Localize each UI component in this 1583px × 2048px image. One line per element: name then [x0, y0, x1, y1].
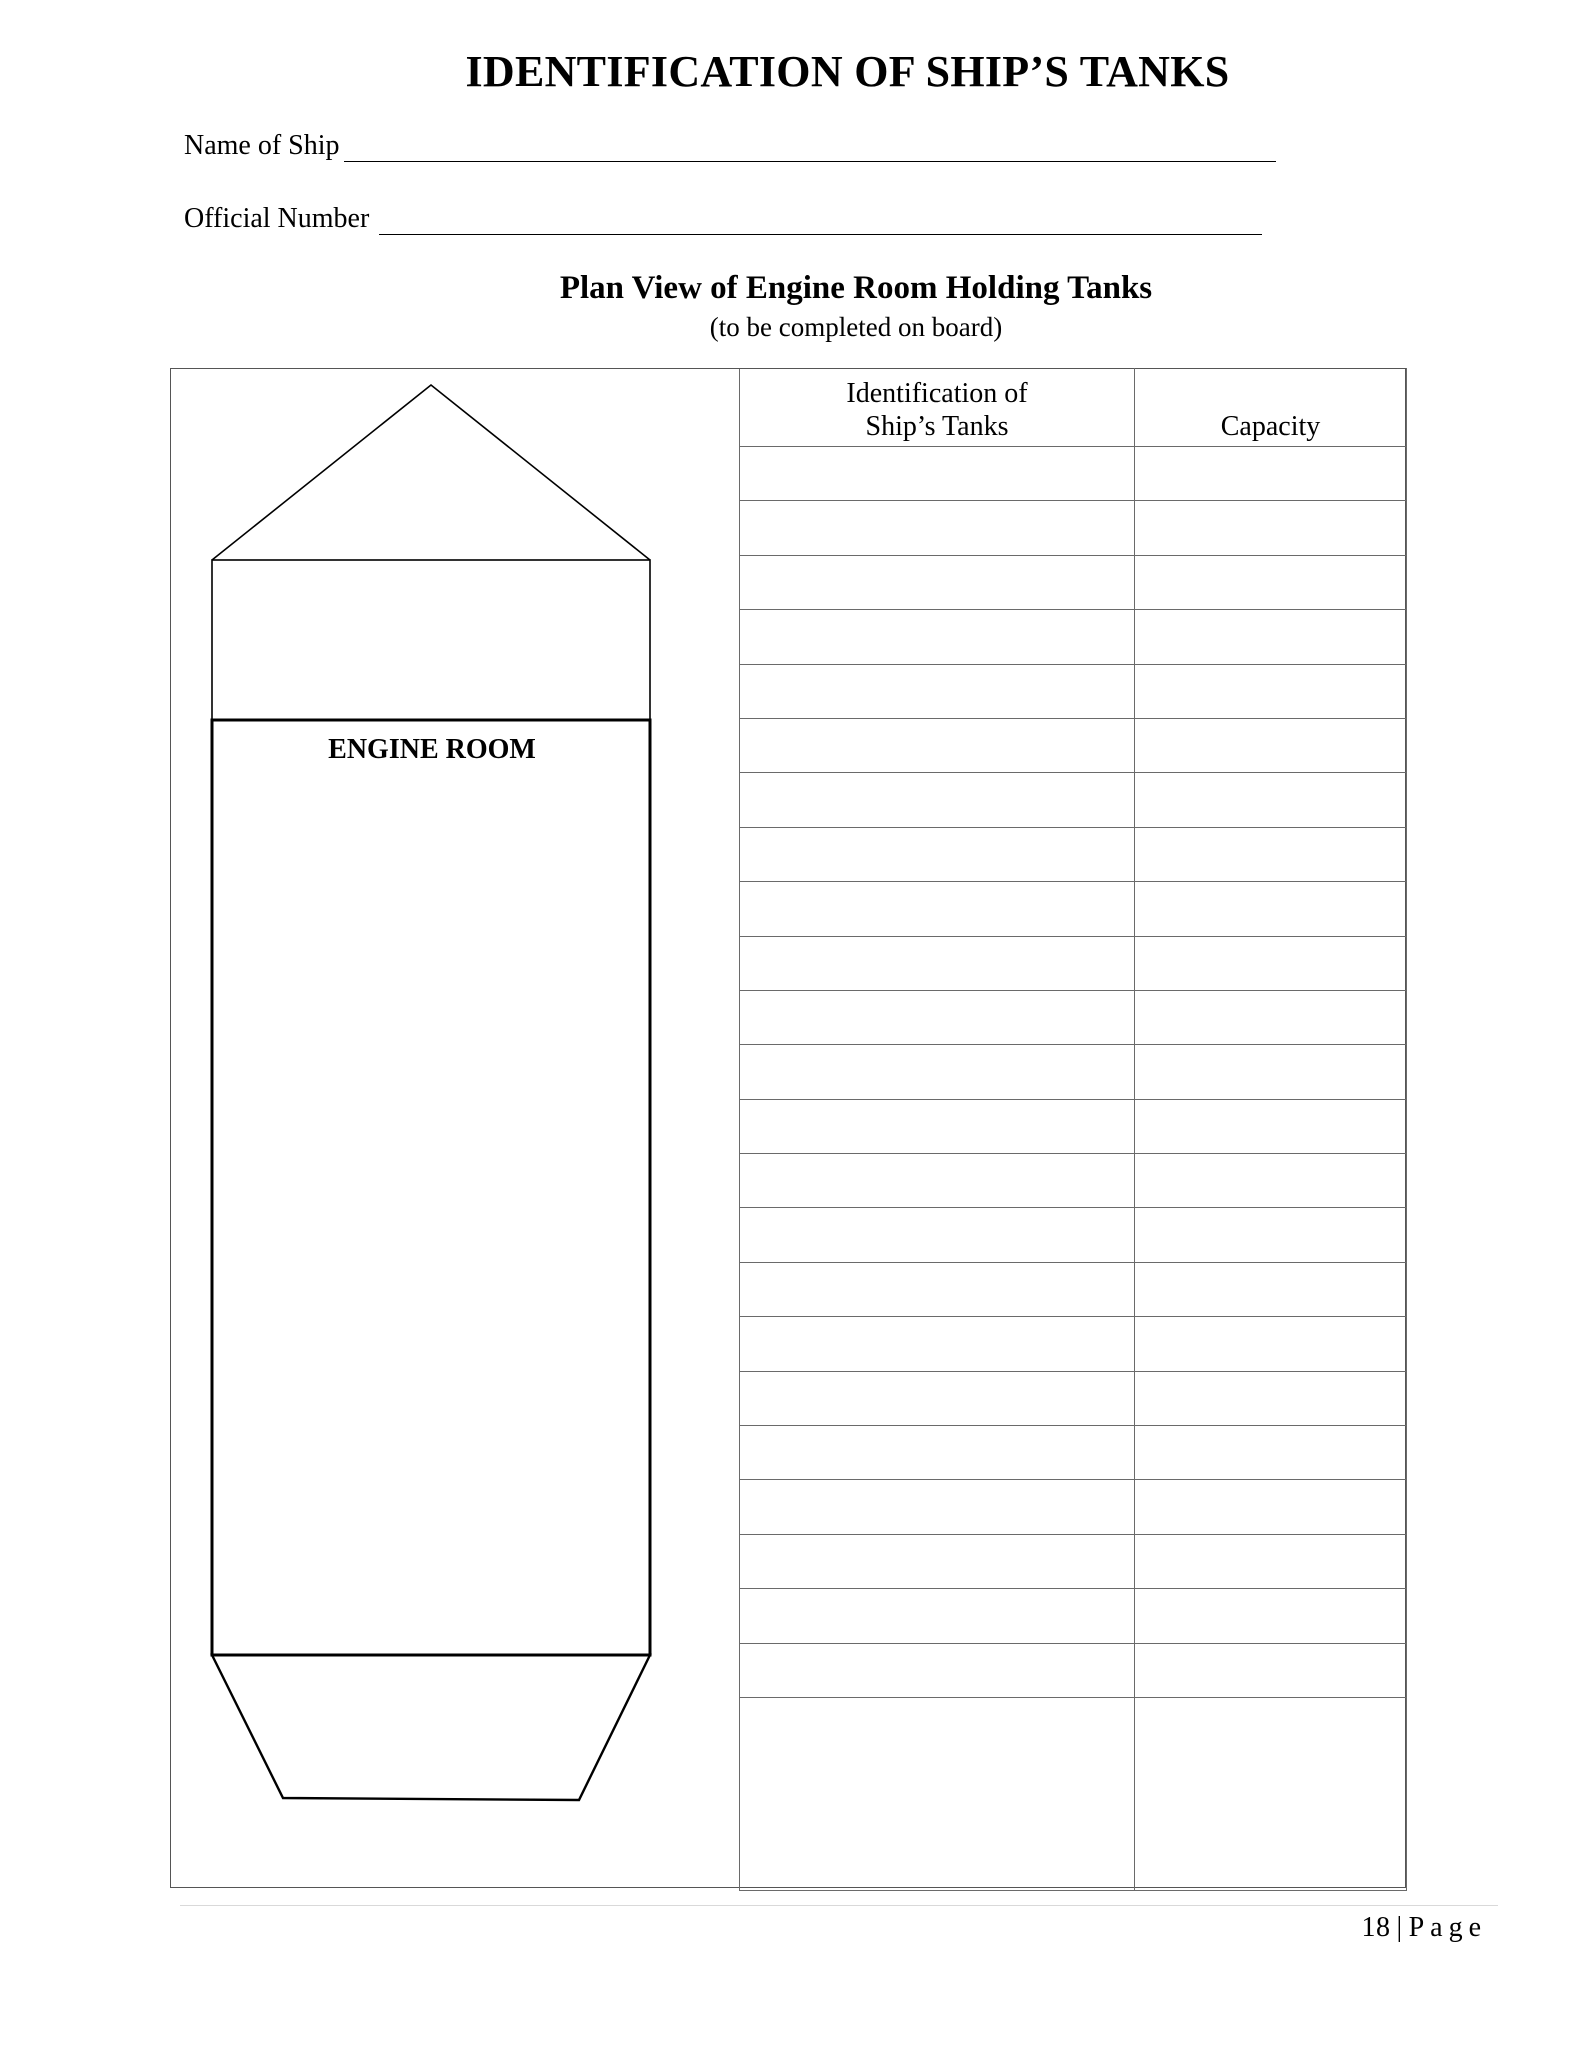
page-title: IDENTIFICATION OF SHIP’S TANKS: [465, 47, 1230, 96]
tank-identification-cell[interactable]: [740, 501, 1135, 555]
tank-identification-cell[interactable]: [740, 664, 1135, 718]
table-row: [740, 1045, 1407, 1099]
plan-note: (to be completed on board): [709, 312, 1003, 342]
table-row: [740, 1589, 1407, 1643]
table-row: [740, 1099, 1407, 1153]
tank-identification-cell[interactable]: [740, 1643, 1135, 1697]
header-identification: [740, 369, 1135, 447]
tank-capacity-cell[interactable]: [1135, 1426, 1407, 1480]
tanks-table: [739, 368, 1407, 1891]
tank-capacity-cell[interactable]: [1135, 1154, 1407, 1208]
tank-identification-cell[interactable]: [740, 1697, 1135, 1890]
page-number: 18: [1361, 1912, 1391, 1943]
tank-identification-cell[interactable]: [740, 1208, 1135, 1262]
tank-capacity-cell[interactable]: [1135, 1262, 1407, 1316]
table-row: [740, 1154, 1407, 1208]
tank-identification-cell[interactable]: [740, 1534, 1135, 1588]
tank-identification-cell[interactable]: [740, 555, 1135, 609]
table-row: [740, 664, 1407, 718]
tank-identification-cell[interactable]: [740, 1371, 1135, 1425]
tank-capacity-cell[interactable]: [1135, 1371, 1407, 1425]
bow-outline: [212, 385, 650, 560]
table-row: [740, 501, 1407, 555]
tank-capacity-cell[interactable]: [1135, 447, 1407, 501]
tank-capacity-cell[interactable]: [1135, 773, 1407, 827]
table-row: [740, 1697, 1407, 1890]
stern-outline: [212, 1655, 650, 1800]
tank-capacity-cell[interactable]: [1135, 1643, 1407, 1697]
footer-divider: [180, 1905, 1498, 1906]
tank-identification-cell[interactable]: [740, 936, 1135, 990]
table-row: [740, 1317, 1407, 1371]
tank-capacity-cell[interactable]: [1135, 936, 1407, 990]
tank-identification-cell[interactable]: [740, 1317, 1135, 1371]
tank-identification-cell[interactable]: [740, 1426, 1135, 1480]
tank-identification-cell[interactable]: [740, 1099, 1135, 1153]
tank-identification-cell[interactable]: [740, 773, 1135, 827]
tank-identification-cell[interactable]: [740, 447, 1135, 501]
tanks-table-header-row: [740, 369, 1407, 447]
table-row: [740, 555, 1407, 609]
tank-capacity-cell[interactable]: [1135, 990, 1407, 1044]
tank-capacity-cell[interactable]: [1135, 1317, 1407, 1371]
tank-identification-cell[interactable]: [740, 990, 1135, 1044]
tank-capacity-cell[interactable]: [1135, 610, 1407, 664]
table-row: [740, 1371, 1407, 1425]
header-capacity: Capacity: [1135, 369, 1407, 447]
table-row: [740, 1426, 1407, 1480]
tank-identification-cell[interactable]: [740, 1045, 1135, 1099]
tank-identification-cell[interactable]: [740, 827, 1135, 881]
table-row: [740, 936, 1407, 990]
table-row: [740, 1480, 1407, 1534]
tank-capacity-cell[interactable]: [1135, 882, 1407, 936]
ship-name-label: Name of Ship: [184, 130, 340, 161]
tank-capacity-cell[interactable]: [1135, 555, 1407, 609]
table-row: [740, 447, 1407, 501]
tank-identification-cell[interactable]: [740, 1589, 1135, 1643]
table-row: [740, 1534, 1407, 1588]
plan-heading: Plan View of Engine Room Holding Tanks: [559, 270, 1153, 306]
table-row: [740, 990, 1407, 1044]
table-row: [740, 1262, 1407, 1316]
tank-capacity-cell[interactable]: [1135, 664, 1407, 718]
tank-capacity-cell[interactable]: [1135, 1045, 1407, 1099]
engine-room-compartment: [212, 720, 650, 1655]
table-row: [740, 773, 1407, 827]
table-row: [740, 882, 1407, 936]
tank-identification-cell[interactable]: [740, 882, 1135, 936]
tank-identification-cell[interactable]: [740, 1480, 1135, 1534]
page-word: Page: [1408, 1912, 1487, 1943]
tank-identification-cell[interactable]: [740, 1154, 1135, 1208]
tank-capacity-cell[interactable]: [1135, 827, 1407, 881]
tank-capacity-cell[interactable]: [1135, 501, 1407, 555]
tank-identification-cell[interactable]: [740, 1262, 1135, 1316]
table-row: [740, 1643, 1407, 1697]
page-separator: |: [1396, 1912, 1403, 1943]
table-row: [740, 718, 1407, 772]
tank-capacity-cell[interactable]: [1135, 1208, 1407, 1262]
table-row: [740, 827, 1407, 881]
tank-capacity-cell[interactable]: [1135, 1099, 1407, 1153]
tank-identification-cell[interactable]: [740, 610, 1135, 664]
header-identification-line1: Identification of: [846, 377, 1028, 409]
tank-capacity-cell[interactable]: [1135, 718, 1407, 772]
tank-capacity-cell[interactable]: [1135, 1589, 1407, 1643]
tank-capacity-cell[interactable]: [1135, 1697, 1407, 1890]
official-number-label: Official Number: [184, 203, 370, 234]
page-number-footer: [1361, 1912, 1487, 1944]
forward-compartment: [212, 560, 650, 720]
table-row: [740, 610, 1407, 664]
table-row: [740, 1208, 1407, 1262]
tank-capacity-cell[interactable]: [1135, 1480, 1407, 1534]
tank-capacity-cell[interactable]: [1135, 1534, 1407, 1588]
engine-room-label: ENGINE ROOM: [328, 734, 536, 765]
header-identification-line2: Ship’s Tanks: [865, 411, 1009, 443]
tank-identification-cell[interactable]: [740, 718, 1135, 772]
